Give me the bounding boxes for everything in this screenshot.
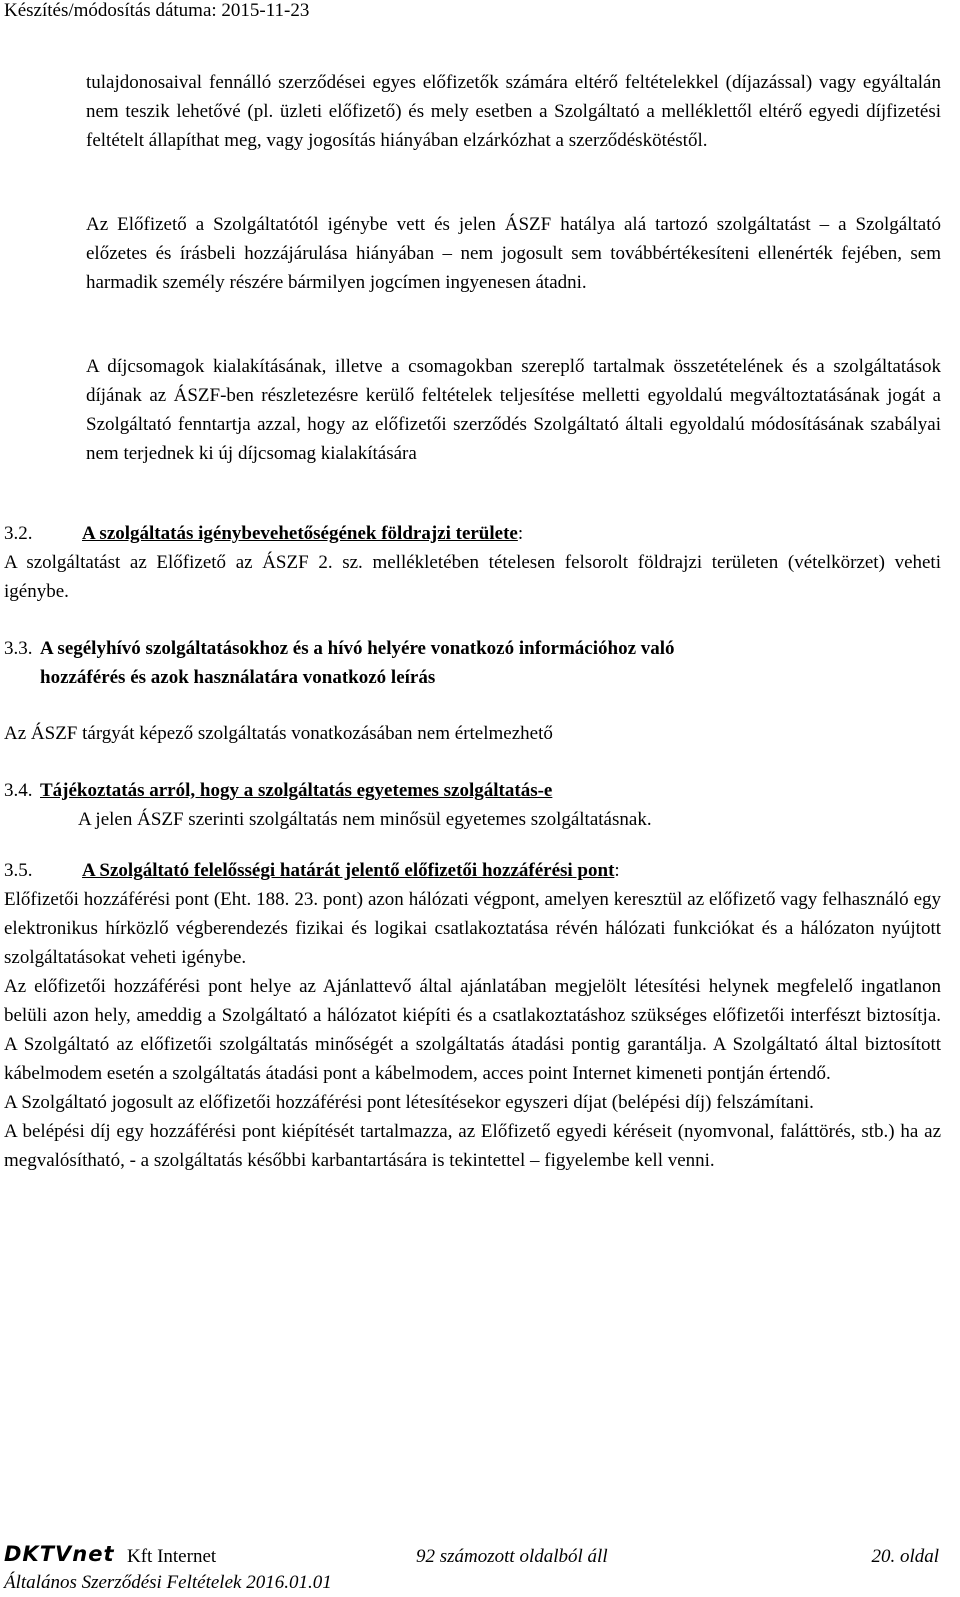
section-heading: Tájékoztatás arról, hogy a szolgáltatás egyetemes szolgáltatás-e xyxy=(40,780,553,801)
entry-fee-scope-paragraph: A belépési díj egy hozzáférési pont kiépítését tartalmazza, az Előfizető egyedi kéréseit (nyomvonal, faláttörés, stb.) ha az megvalósítható, - a szolgáltatás későbbi karbantartására is tekintettel – figyelembe kell venni. xyxy=(4,1121,941,1171)
section-heading: A szolgáltatás igénybevehetőségének földrajzi területe xyxy=(82,523,518,544)
section-heading-line2: hozzáférés és azok használatára vonatkozó leírás xyxy=(40,667,436,688)
section-heading-line1: A segélyhívó szolgáltatásokhoz és a hívó helyére vonatkozó információhoz való xyxy=(40,638,675,659)
section-3-3-heading-line1 xyxy=(4,634,941,663)
section-3-2 xyxy=(4,519,941,606)
company-type: Kft Internet xyxy=(127,1546,217,1567)
section-3-2-heading-line xyxy=(4,519,941,548)
section-3-5-heading-line xyxy=(4,856,941,885)
heading-colon: : xyxy=(517,523,524,544)
section-number: 3.2. xyxy=(4,523,33,544)
footer-line1 xyxy=(4,1542,939,1571)
section-text: A szolgáltatást az Előfizető az ÁSZF 2. sz. mellékletében tételesen felsorolt földrajzi területen (vételkörzet) veheti igénybe. xyxy=(4,552,941,602)
paragraph-contract-terms: tulajdonosaival fennálló szerződései egyes előfizetők számára eltérő feltételekkel (díjazással) vagy egyáltalán nem teszik lehetővé (pl. üzleti előfizető) és mely esetben a Szolgáltató a melléklettől eltérő egyedi díjfizetési feltételt állapíthat meg, vagy jogosítás hiányában elzárkózhat a szerződéskötéstől. xyxy=(86,72,941,151)
entry-fee-paragraph: A Szolgáltató jogosult az előfizetői hozzáférési pont létesítésekor egyszeri díjat (belépési díj) felszámítani. xyxy=(4,1092,814,1113)
access-point-definition: Előfizetői hozzáférési pont (Eht. 188. 23. pont) azon hálózati végpont, amelyen keresztül az előfizető vagy felhasználó egy elektronikus hírközlő végberendezés fizikai és logikai csatlakoztatása révén hálózati funkciókat és a hálózaton nyújtott szolgáltatásokat veheti igénybe. xyxy=(4,889,941,968)
section-3-3-text: Az ÁSZF tárgyát képező szolgáltatás vonatkozásában nem értelmezhető xyxy=(4,723,553,744)
footer xyxy=(4,1542,939,1595)
paragraph-package-changes: A díjcsomagok kialakításának, illetve a csomagokban szereplő tartalmak összetételének és a szolgáltatások díjának az ÁSZF-ben részletezésre kerülő feltételek teljesítése melletti egyoldalú megváltoztatásának jogát a Szolgáltató fenntartja azzal, hogy az előfizetői szerződés Szolgáltató általi egyoldalú módosításának szabályai nem terjednek ki új díjcsomag kialakítására xyxy=(86,356,941,464)
section-3-3 xyxy=(4,634,941,663)
page-number: 20. oldal xyxy=(871,1546,939,1567)
section-number: 3.3. xyxy=(4,638,33,659)
document-title: Általános Szerződési Feltételek 2016.01.01 xyxy=(4,1572,332,1593)
access-point-location: Az előfizetői hozzáférési pont helye az Ajánlattevő által ajánlatában megjelölt létesítési helynek megfelelő ingatlanon belüli azon hely, ameddig a Szolgáltató a hálózatot kiépíti és a csatlakoztatáshoz szükséges előfizetői interfészt biztosítja. A Szolgáltató az előfizetői szolgáltatás minőségét a szolgáltatás átadási pontig garantálja. A Szolgáltató által biztosított kábelmodem esetén a szolgáltatás átadási pont a kábelmodem, acces point Internet kimeneti pontján értendő. xyxy=(4,976,941,1084)
section-3-4-text: A jelen ÁSZF szerinti szolgáltatás nem minősül egyetemes szolgáltatásnak. xyxy=(78,809,652,830)
page-count-info: 92 számozott oldalból áll xyxy=(416,1546,608,1567)
section-3-5 xyxy=(4,856,941,1175)
brand-logo: DKTVnet xyxy=(4,1542,115,1566)
section-heading: A Szolgáltató felelősségi határát jelentő előfizetői hozzáférési pont xyxy=(82,860,615,881)
heading-colon: : xyxy=(614,860,620,881)
section-number: 3.5. xyxy=(4,860,33,881)
paragraph-resale-prohibition: Az Előfizető a Szolgáltatótól igénybe vett és jelen ÁSZF hatálya alá tartozó szolgáltatást – a Szolgáltató előzetes és írásbeli hozzájárulása hiányában – nem jogosult sem továbbértékesíteni ellenérték fejében, sem harmadik személy részére bármilyen jogcímen ingyenesen átadni. xyxy=(86,214,941,293)
section-3-4 xyxy=(4,776,941,805)
modification-date: Készítés/módosítás dátuma: 2015-11-23 xyxy=(4,0,310,21)
section-number: 3.4. xyxy=(4,780,33,801)
section-3-3-heading-line2-wrap xyxy=(40,663,940,692)
